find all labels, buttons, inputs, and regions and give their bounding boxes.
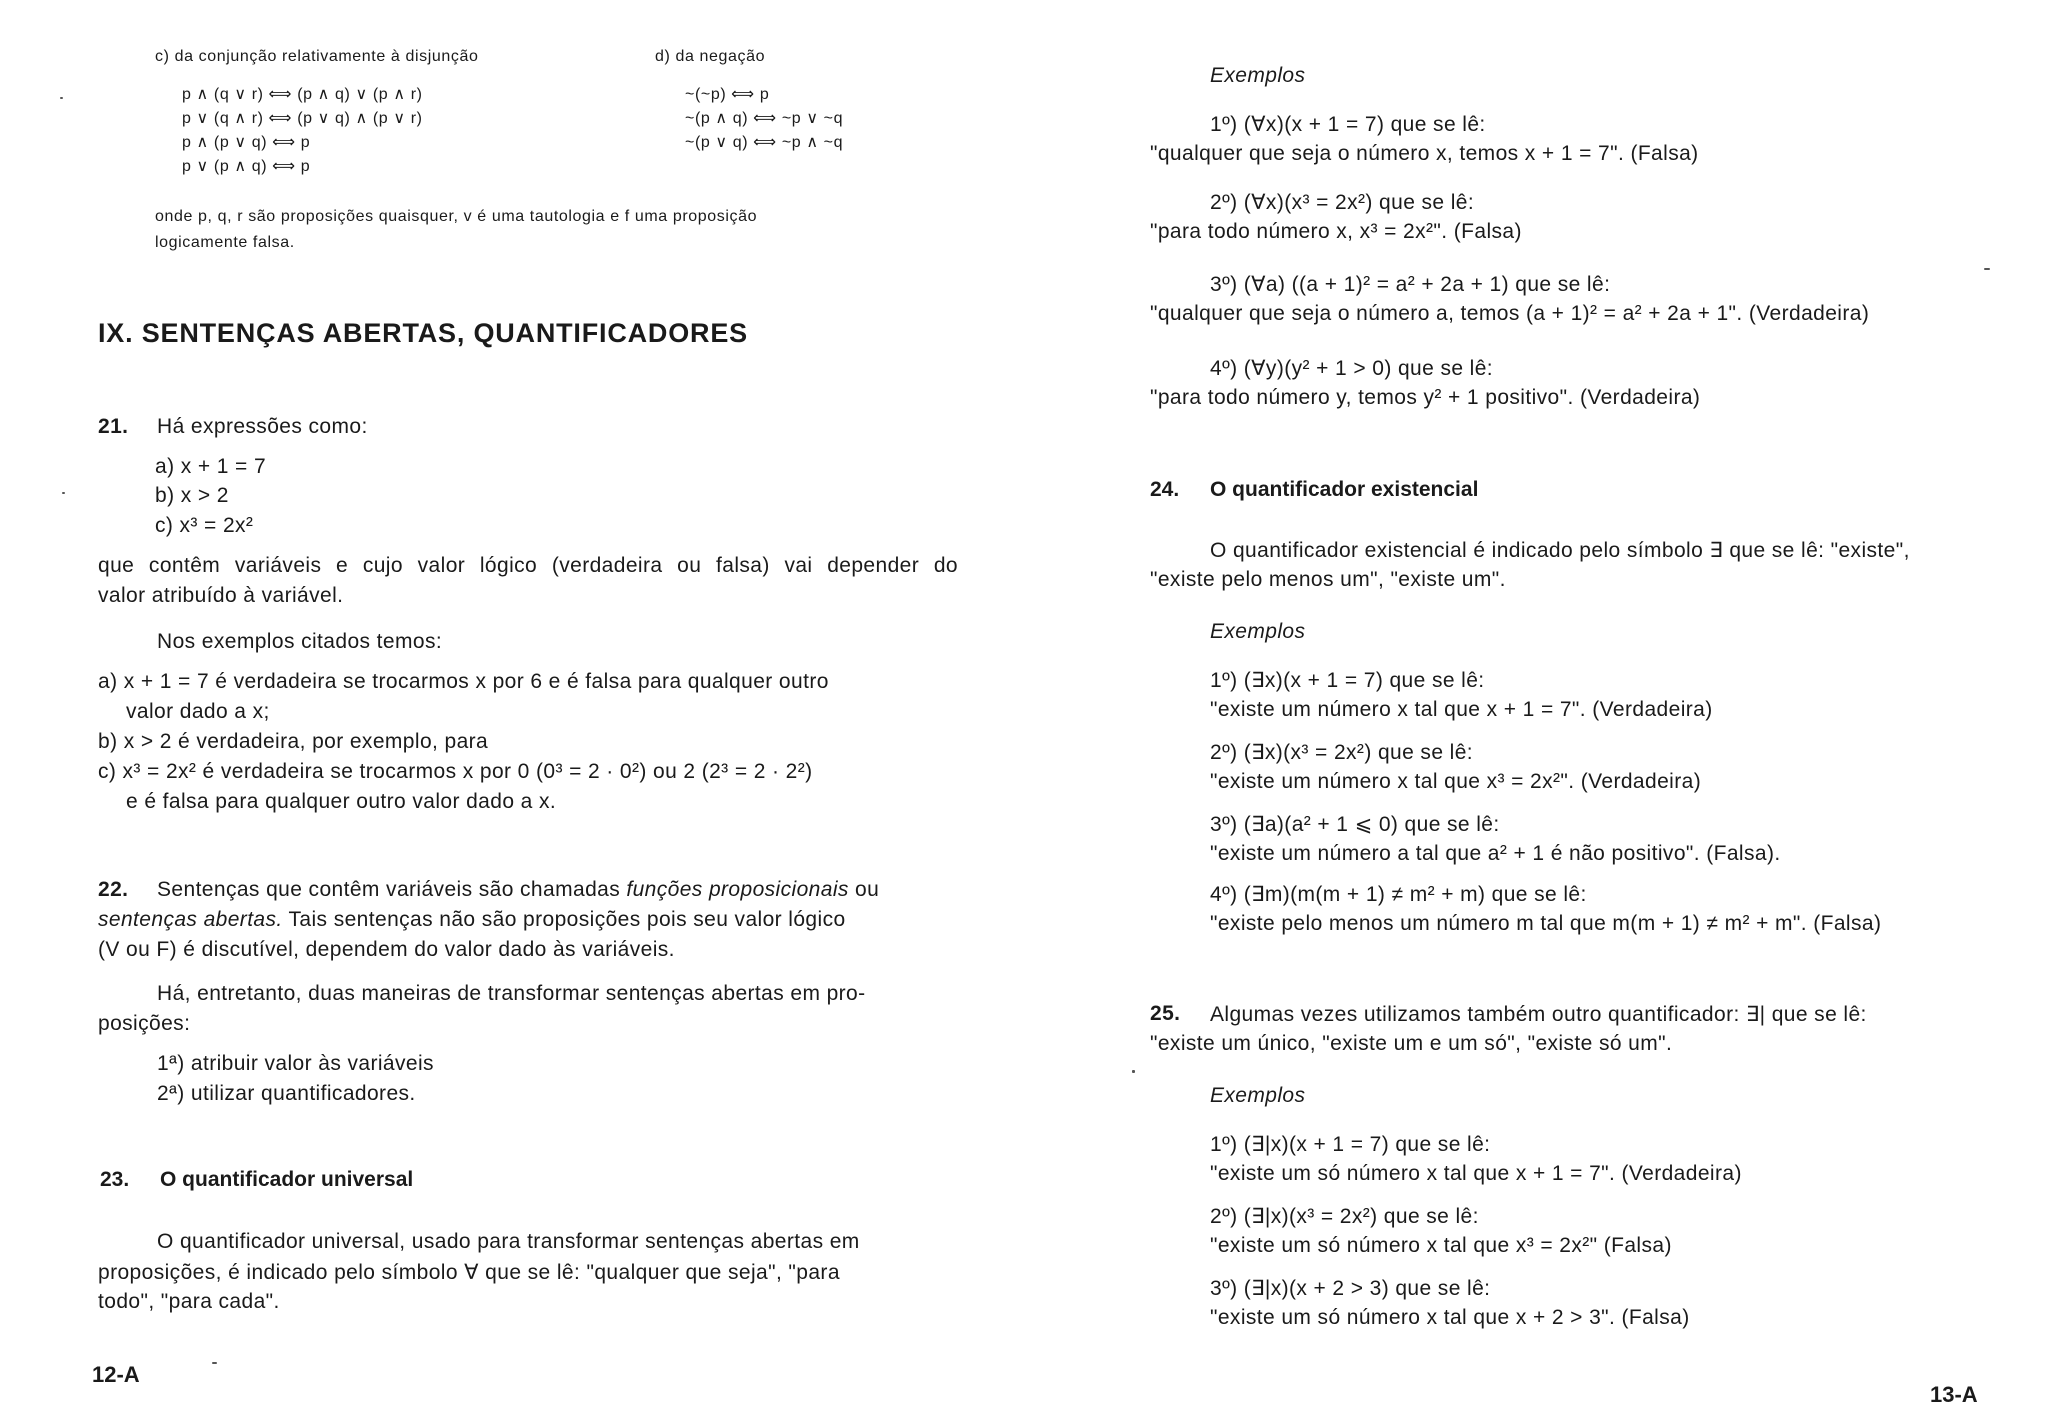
s24-line-1: O quantificador existencial é indicado pelo símbolo ∃ que se lê: "existe",	[1210, 539, 1910, 562]
examples-label-existential: Exemplos	[1210, 620, 1306, 643]
note-line-1: onde p, q, r são proposições quaisquer, v é uma tautologia e f uma proposição	[155, 208, 758, 225]
s23-line-1: O quantificador universal, usado para transformar sentenças abertas em	[157, 1230, 860, 1253]
s22-line-2: sentenças abertas. Tais sentenças não são proposições pois seu valor lógico	[98, 908, 846, 931]
unique-example-2-reading: "existe um só número x tal que x³ = 2x²" (Falsa)	[1210, 1234, 1672, 1257]
existential-example-1-reading: "existe um número x tal que x + 1 = 7". (Verdadeira)	[1210, 698, 1713, 721]
conj-law-1: p ∧ (q ∨ r) ⟺ (p ∧ q) ∨ (p ∧ r)	[182, 86, 423, 103]
existential-example-4-reading: "existe pelo menos um número m tal que m(m + 1) ≠ m² + m". (Falsa)	[1210, 912, 1882, 935]
item-d-label: d) da negação	[655, 48, 766, 65]
existential-example-3-reading: "existe um número a tal que a² + 1 é não positivo". (Falsa).	[1210, 842, 1781, 865]
s23-line-3: todo", "para cada".	[98, 1290, 280, 1313]
conj-law-3: p ∧ (p ∨ q) ⟺ p	[182, 134, 311, 151]
universal-example-2-formula: 2º) (∀x)(x³ = 2x²) que se lê:	[1210, 191, 1475, 214]
section-24-number: 24.	[1150, 478, 1180, 501]
examples-label-universal: Exemplos	[1210, 64, 1306, 87]
universal-example-4-reading: "para todo número y, temos y² + 1 positivo". (Verdadeira)	[1150, 386, 1701, 409]
neg-law-1: ~(~p) ⟺ p	[685, 86, 770, 103]
scan-speck	[62, 492, 65, 494]
universal-example-1-formula: 1º) (∀x)(x + 1 = 7) que se lê:	[1210, 113, 1486, 136]
existential-example-1-formula: 1º) (∃x)(x + 1 = 7) que se lê:	[1210, 669, 1485, 692]
s22-list-item-1: 1ª) atribuir valor às variáveis	[157, 1052, 434, 1075]
s21-paragraph-2: Nos exemplos citados temos:	[157, 630, 443, 653]
section-24-title: O quantificador existencial	[1210, 478, 1479, 501]
neg-law-2: ~(p ∧ q) ⟺ ~p ∨ ~q	[685, 110, 844, 127]
existential-example-2-formula: 2º) (∃x)(x³ = 2x²) que se lê:	[1210, 741, 1474, 764]
right-page	[1024, 0, 2048, 1427]
universal-example-3-reading: "qualquer que seja o número a, temos (a + 1)² = a² + 2a + 1". (Verdadeira)	[1150, 302, 1870, 325]
page-number-left: 12-A	[92, 1362, 140, 1387]
case-a-line-2: valor dado a x;	[126, 700, 270, 723]
s24-line-2: "existe pelo menos um", "existe um".	[1150, 568, 1506, 591]
scan-speck	[60, 97, 63, 99]
existential-example-2-reading: "existe um número x tal que x³ = 2x²". (Verdadeira)	[1210, 770, 1702, 793]
universal-example-3-formula: 3º) (∀a) ((a + 1)² = a² + 2a + 1) que se lê:	[1210, 273, 1611, 296]
section-22-number: 22.	[98, 878, 129, 901]
s22-line-1: Sentenças que contêm variáveis são chamadas funções proposicionais ou	[157, 878, 880, 901]
existential-example-3-formula: 3º) (∃a)(a² + 1 ⩽ 0) que se lê:	[1210, 813, 1500, 836]
s25-line-2: "existe um único, "existe um e um só", "existe só um".	[1150, 1032, 1673, 1055]
universal-example-1-reading: "qualquer que seja o número x, temos x + 1 = 7". (Falsa)	[1150, 142, 1699, 165]
unique-example-3-formula: 3º) (∃|x)(x + 2 > 3) que se lê:	[1210, 1277, 1491, 1300]
section-25-number: 25.	[1150, 1002, 1181, 1025]
section-23-number: 23.	[100, 1168, 130, 1191]
scan-speck	[1984, 268, 1990, 270]
note-line-2: logicamente falsa.	[155, 234, 295, 251]
example-a: a) x + 1 = 7	[155, 455, 267, 478]
scan-speck	[212, 1362, 217, 1364]
unique-example-1-formula: 1º) (∃|x)(x + 1 = 7) que se lê:	[1210, 1133, 1491, 1156]
s21-paragraph-line-2: valor atribuído à variável.	[98, 584, 344, 607]
unique-example-3-reading: "existe um só número x tal que x + 2 > 3". (Falsa)	[1210, 1306, 1690, 1329]
s22-list-item-2: 2ª) utilizar quantificadores.	[157, 1082, 416, 1105]
conj-law-2: p ∨ (q ∧ r) ⟺ (p ∨ q) ∧ (p ∨ r)	[182, 110, 423, 127]
s23-line-2: proposições, é indicado pelo símbolo ∀ que se lê: "qualquer que seja", "para	[98, 1261, 840, 1284]
case-b-line: b) x > 2 é verdadeira, por exemplo, para	[98, 730, 489, 753]
s22-paragraph-2-line-2: posições:	[98, 1012, 191, 1035]
section-23-title: O quantificador universal	[160, 1168, 414, 1191]
section-21-number: 21.	[98, 415, 129, 438]
section-21-intro: Há expressões como:	[157, 415, 368, 438]
universal-example-4-formula: 4º) (∀y)(y² + 1 > 0) que se lê:	[1210, 357, 1494, 380]
s25-line-1: Algumas vezes utilizamos também outro quantificador: ∃| que se lê:	[1210, 1003, 1867, 1026]
example-b: b) x > 2	[155, 484, 229, 507]
s22-paragraph-2-line-1: Há, entretanto, duas maneiras de transformar sentenças abertas em pro-	[157, 982, 866, 1005]
example-c: c) x³ = 2x²	[155, 514, 254, 537]
universal-example-2-reading: "para todo número x, x³ = 2x²". (Falsa)	[1150, 220, 1522, 243]
case-a-line-1: a) x + 1 = 7 é verdadeira se trocarmos x por 6 e é falsa para qualquer outro	[98, 670, 829, 693]
conj-law-4: p ∨ (p ∧ q) ⟺ p	[182, 158, 311, 175]
examples-label-unique: Exemplos	[1210, 1084, 1306, 1107]
page-number-right: 13-A	[1930, 1382, 1978, 1407]
neg-law-3: ~(p ∨ q) ⟺ ~p ∧ ~q	[685, 134, 844, 151]
case-c-line-1: c) x³ = 2x² é verdadeira se trocarmos x por 0 (0³ = 2 · 0²) ou 2 (2³ = 2 · 2²)	[98, 760, 813, 783]
s21-paragraph-line-1: que contêm variáveis e cujo valor lógico (verdadeira ou falsa) vai depender do	[98, 554, 958, 577]
scan-speck	[1132, 1070, 1135, 1073]
case-c-line-2: e é falsa para qualquer outro valor dado a x.	[126, 790, 557, 813]
item-c-label: c) da conjunção relativamente à disjunção	[155, 48, 479, 65]
unique-example-1-reading: "existe um só número x tal que x + 1 = 7". (Verdadeira)	[1210, 1162, 1742, 1185]
section-title: IX. SENTENÇAS ABERTAS, QUANTIFICADORES	[98, 318, 748, 348]
s22-line-3: (V ou F) é discutível, dependem do valor dado às variáveis.	[98, 938, 675, 961]
existential-example-4-formula: 4º) (∃m)(m(m + 1) ≠ m² + m) que se lê:	[1210, 883, 1587, 906]
unique-example-2-formula: 2º) (∃|x)(x³ = 2x²) que se lê:	[1210, 1205, 1479, 1228]
